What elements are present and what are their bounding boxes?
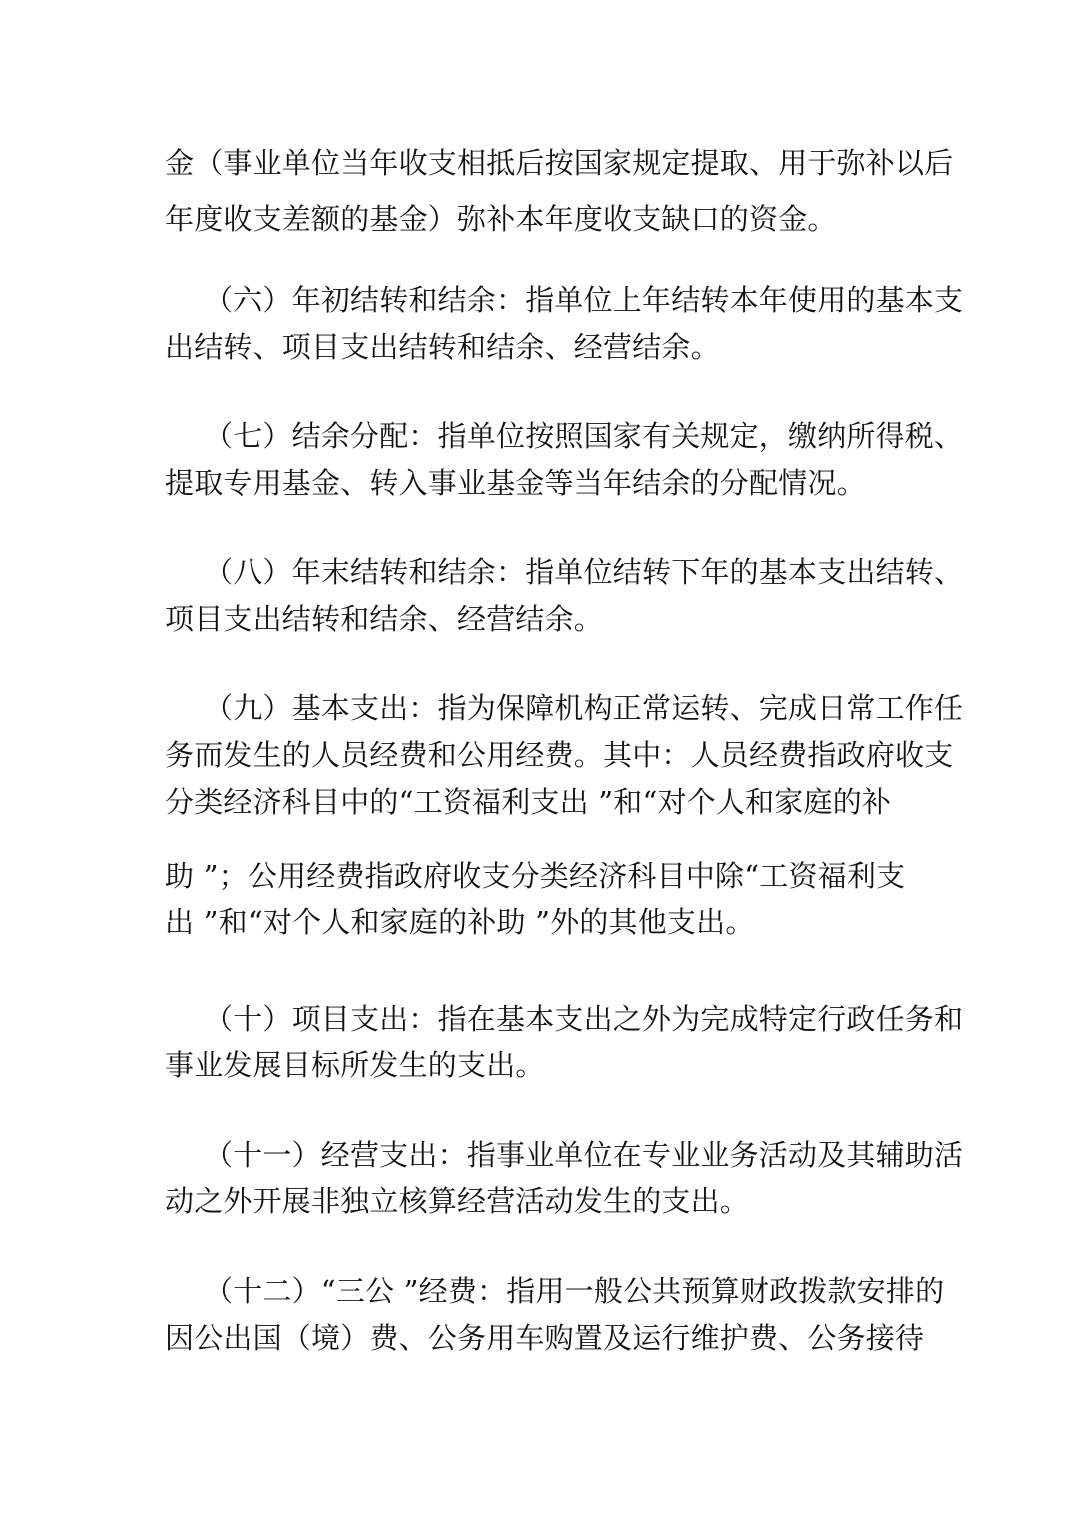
text-line: 因公出国（境）费、公务用车购置及运行维护费、公务接待: [165, 1321, 925, 1355]
paragraph-heading-12: （十二）“三公 ”经费：指用一般公共预算财政拨款安排的: [204, 1274, 945, 1308]
paragraph-heading-6: （六）年初结转和结余：指单位上年结转本年使用的基本支: [204, 283, 964, 317]
paragraph-heading-10: （十）项目支出：指在基本支出之外为完成特定行政任务和: [204, 1002, 964, 1036]
paragraph-heading-11: （十一）经营支出：指事业单位在专业业务活动及其辅助活: [204, 1138, 964, 1172]
paragraph-heading-9: （九）基本支出：指为保障机构正常运转、完成日常工作任: [204, 691, 964, 725]
text-line: 提取专用基金、转入事业基金等当年结余的分配情况。: [165, 466, 866, 500]
paragraph-heading-8: （八）年末结转和结余：指单位结转下年的基本支出结转、: [204, 555, 964, 589]
text-line: 分类经济科目中的“工资福利支出 ”和“对个人和家庭的补: [165, 785, 892, 819]
text-line: 出 ”和“对个人和家庭的补助 ”外的其他支出。: [165, 905, 755, 939]
text-line: 出结转、项目支出结转和结余、经营结余。: [165, 330, 720, 364]
text-line: 事业发展目标所发生的支出。: [165, 1048, 545, 1082]
text-line: 项目支出结转和结余、经营结余。: [165, 602, 604, 636]
text-line: 年度收支差额的基金）弥补本年度收支缺口的资金。: [165, 202, 837, 236]
text-line: 助 ”；公用经费指政府收支分类经济科目中除“工资福利支: [165, 859, 906, 893]
text-line: 动之外开展非独立核算经营活动发生的支出。: [165, 1184, 750, 1218]
text-line: 务而发生的人员经费和公用经费。其中：人员经费指政府收支: [165, 738, 954, 772]
text-line: 金（事业单位当年收支相抵后按国家规定提取、用于弥补以后: [165, 146, 954, 180]
paragraph-heading-7: （七）结余分配：指单位按照国家有关规定，缴纳所得税、: [204, 419, 964, 453]
